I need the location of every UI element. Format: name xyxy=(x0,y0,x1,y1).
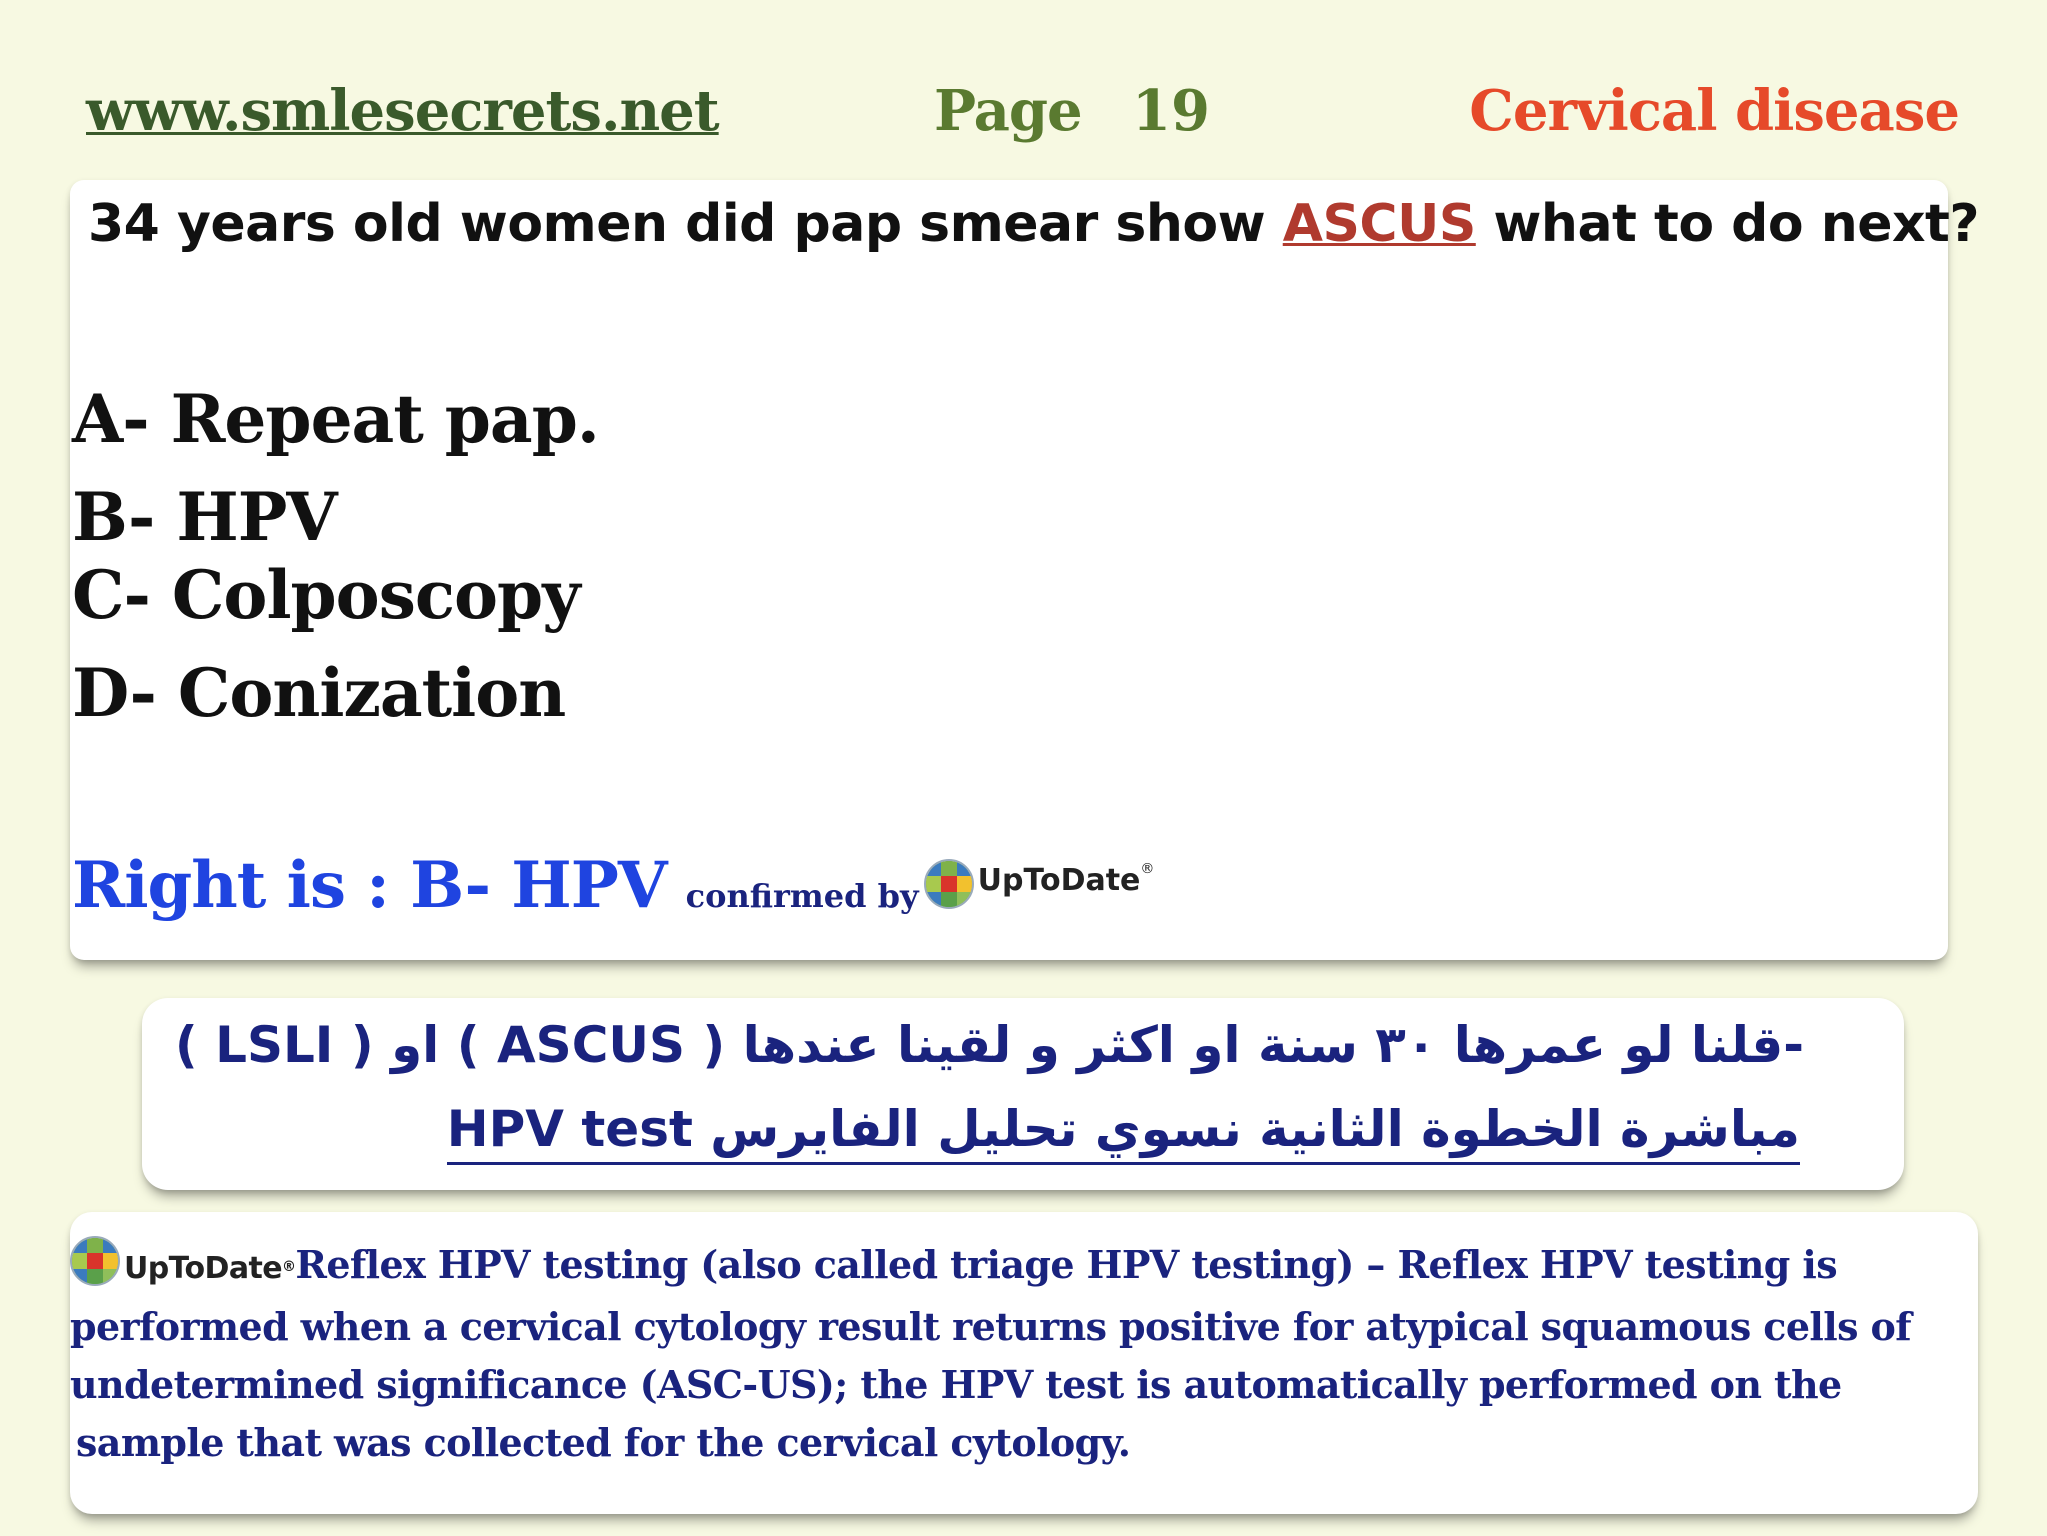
arabic-note-card xyxy=(142,998,1904,1190)
reference-line-1 xyxy=(70,1236,1930,1298)
reference-text xyxy=(70,1236,1930,1472)
page-number: 19 xyxy=(1132,78,1210,144)
question-suffix: what to do next? xyxy=(1475,194,1980,254)
registered-mark: ® xyxy=(281,1259,296,1275)
page-label: Page xyxy=(934,78,1082,144)
uptodate-globe-icon xyxy=(924,859,974,909)
arabic-note-line1: -قلنا لو عمرها ٣٠ سنة او اكثر و لقينا عندها ( ASCUS ) او ( LSLI ) xyxy=(174,1016,1804,1074)
reference-line-1-text: Reflex HPV testing (also called triage HPV testing) – Reflex HPV testing is xyxy=(295,1242,1838,1287)
option-d[interactable]: D- Conization xyxy=(72,654,566,732)
reference-card xyxy=(70,1212,1978,1514)
uptodate-wordmark: UpToDate xyxy=(977,863,1141,898)
reference-line-3: undetermined significance (ASC-US); the HPV test is automatically performed on the xyxy=(70,1362,1842,1407)
option-b[interactable]: B- HPV xyxy=(72,478,337,556)
answer-text: Right is : B- HPV xyxy=(72,848,667,923)
option-c[interactable]: C- Colposcopy xyxy=(72,556,580,634)
registered-mark: ® xyxy=(1140,861,1155,877)
uptodate-wordmark: UpToDate xyxy=(124,1251,282,1286)
uptodate-logo xyxy=(70,1236,295,1298)
question-text xyxy=(88,194,1979,254)
site-link[interactable]: www.smlesecrets.net xyxy=(86,78,719,144)
uptodate-logo xyxy=(924,859,1155,909)
question-keyword: ASCUS xyxy=(1282,194,1476,254)
topic-title: Cervical disease xyxy=(1469,78,1959,144)
page-header xyxy=(0,78,2047,148)
question-prefix: 34 years old women did pap smear show xyxy=(88,194,1283,254)
arabic-note-line2: مباشرة الخطوة الثانية نسوي تحليل الفايرس HPV test xyxy=(447,1100,1800,1165)
confirmed-by-label: confirmed by xyxy=(685,877,919,915)
reference-line-4: sample that was collected for the cervical cytology. xyxy=(76,1420,1131,1465)
uptodate-globe-icon xyxy=(70,1236,120,1286)
reference-line-2: performed when a cervical cytology result returns positive for atypical squamous cells of xyxy=(70,1304,1911,1349)
question-card xyxy=(70,180,1980,960)
option-a[interactable]: A- Repeat pap. xyxy=(72,380,599,458)
answer-row xyxy=(72,848,1154,923)
